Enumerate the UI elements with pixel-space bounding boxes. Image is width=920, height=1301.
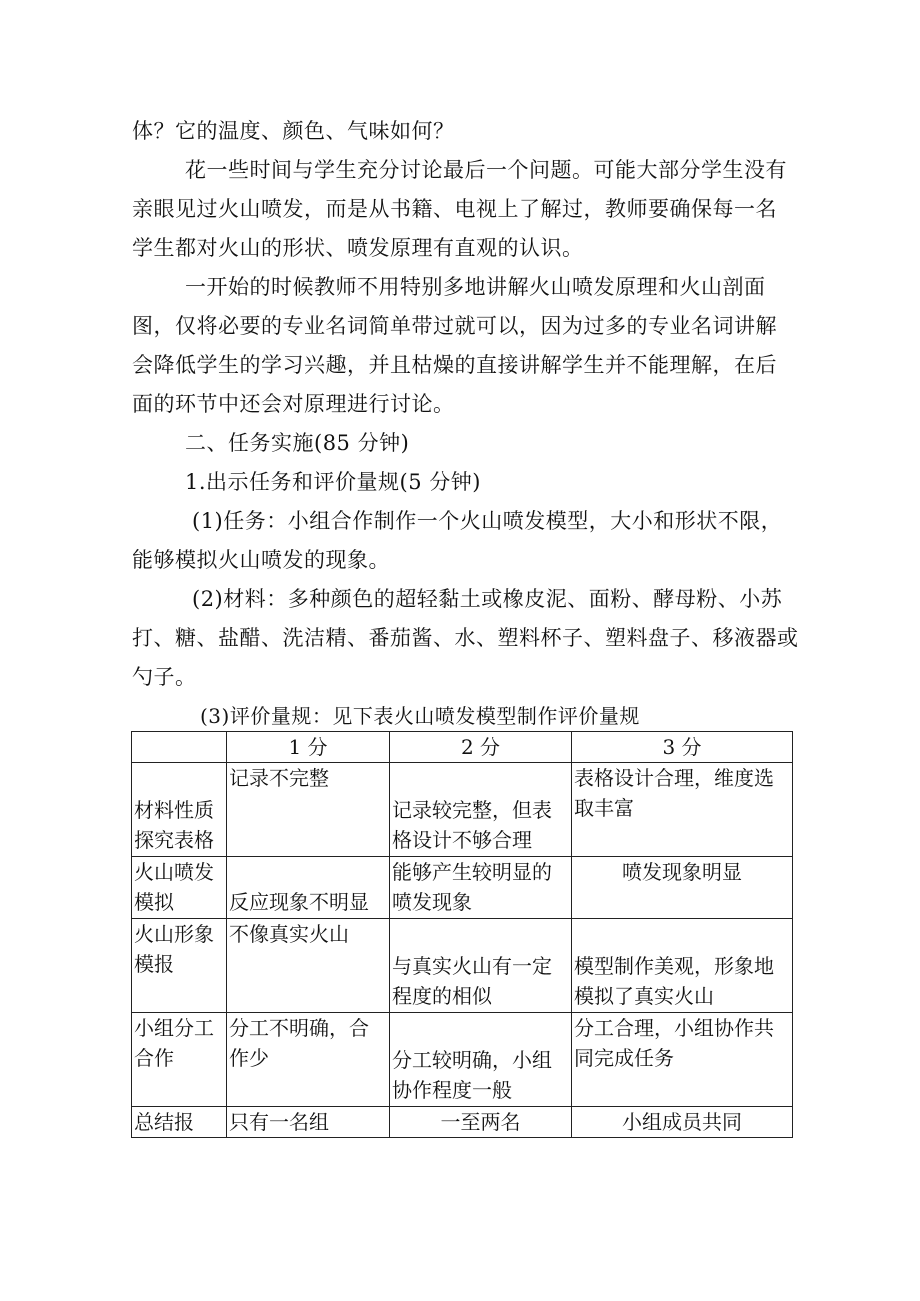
table-row: [132, 1107, 793, 1138]
paragraph-line: 面的环节中还会对原理进行讨论。: [132, 392, 455, 416]
header-cell-empty: [132, 732, 227, 763]
score-3-cell: 小组成员共同: [572, 1107, 793, 1138]
score-2-cell: 能够产生较明显的喷发现象: [390, 857, 572, 919]
score-3-cell: 模型制作美观，形象地模拟了真实火山: [572, 919, 793, 1013]
score-1-cell: 反应现象不明显: [227, 857, 390, 919]
rubric-table: [131, 731, 793, 1138]
paragraph-line: 会降低学生的学习兴趣，并且枯燥的直接讲解学生并不能理解，在后: [132, 353, 777, 377]
paragraph-line: 图，仅将必要的专业名词简单带过就可以，因为过多的专业名词讲解: [132, 314, 777, 338]
paragraph-line: 学生都对火山的形状、喷发原理有直观的认识。: [132, 236, 584, 260]
paragraph-line: (2)材料：多种颜色的超轻黏土或橡皮泥、面粉、酵母粉、小苏: [192, 587, 783, 611]
table-row: [132, 1013, 793, 1107]
paragraph-line: (1)任务：小组合作制作一个火山喷发模型，大小和形状不限，: [192, 509, 783, 533]
paragraph-line: 体？它的温度、颜色、气味如何？: [132, 119, 455, 143]
score-2-cell: 一至两名: [390, 1107, 572, 1138]
criterion-cell: 小组分工合作: [132, 1013, 227, 1107]
header-cell-score-2: 2 分: [390, 732, 572, 763]
paragraph-line: 花一些时间与学生充分讨论最后一个问题。可能大部分学生没有: [185, 158, 787, 182]
paragraph-line: 打、糖、盐醋、洗洁精、番茄酱、水、塑料杯子、塑料盘子、移液器或: [132, 626, 799, 650]
table-row: [132, 919, 793, 1013]
criterion-cell: 火山形象模报: [132, 919, 227, 1013]
score-3-cell: 喷发现象明显: [572, 857, 793, 919]
score-1-cell: 只有一名组: [227, 1107, 390, 1138]
paragraph-line: 能够模拟火山喷发的现象。: [132, 548, 390, 572]
score-2-cell: 与真实火山有一定程度的相似: [390, 919, 572, 1013]
criterion-cell: 总结报: [132, 1107, 227, 1138]
criterion-cell: 火山喷发模拟: [132, 857, 227, 919]
section-heading: 二、任务实施(85 分钟): [185, 431, 410, 455]
paragraph-line: 一开始的时候教师不用特别多地讲解火山喷发原理和火山剖面: [185, 275, 766, 299]
score-1-cell: 记录不完整: [227, 763, 390, 857]
header-cell-score-1: 1 分: [227, 732, 390, 763]
table-caption: (3)评价量规：见下表火山喷发模型制作评价量规: [200, 704, 640, 728]
score-1-cell: 分工不明确，合作少: [227, 1013, 390, 1107]
table-row: [132, 857, 793, 919]
criterion-cell: 材料性质探究表格: [132, 763, 227, 857]
table-header-row: [132, 732, 793, 763]
score-1-cell: 不像真实火山: [227, 919, 390, 1013]
paragraph-line: 亲眼见过火山喷发，而是从书籍、电视上了解过，教师要确保每一名: [132, 197, 777, 221]
subsection-heading: 1.出示任务和评价量规(5 分钟): [185, 470, 481, 494]
header-cell-score-3: 3 分: [572, 732, 793, 763]
score-3-cell: 表格设计合理，维度选取丰富: [572, 763, 793, 857]
score-2-cell: 记录较完整，但表格设计不够合理: [390, 763, 572, 857]
score-2-cell: 分工较明确，小组协作程度一般: [390, 1013, 572, 1107]
paragraph-line: 勺子。: [132, 665, 197, 689]
table-row: [132, 763, 793, 857]
score-3-cell: 分工合理，小组协作共同完成任务: [572, 1013, 793, 1107]
